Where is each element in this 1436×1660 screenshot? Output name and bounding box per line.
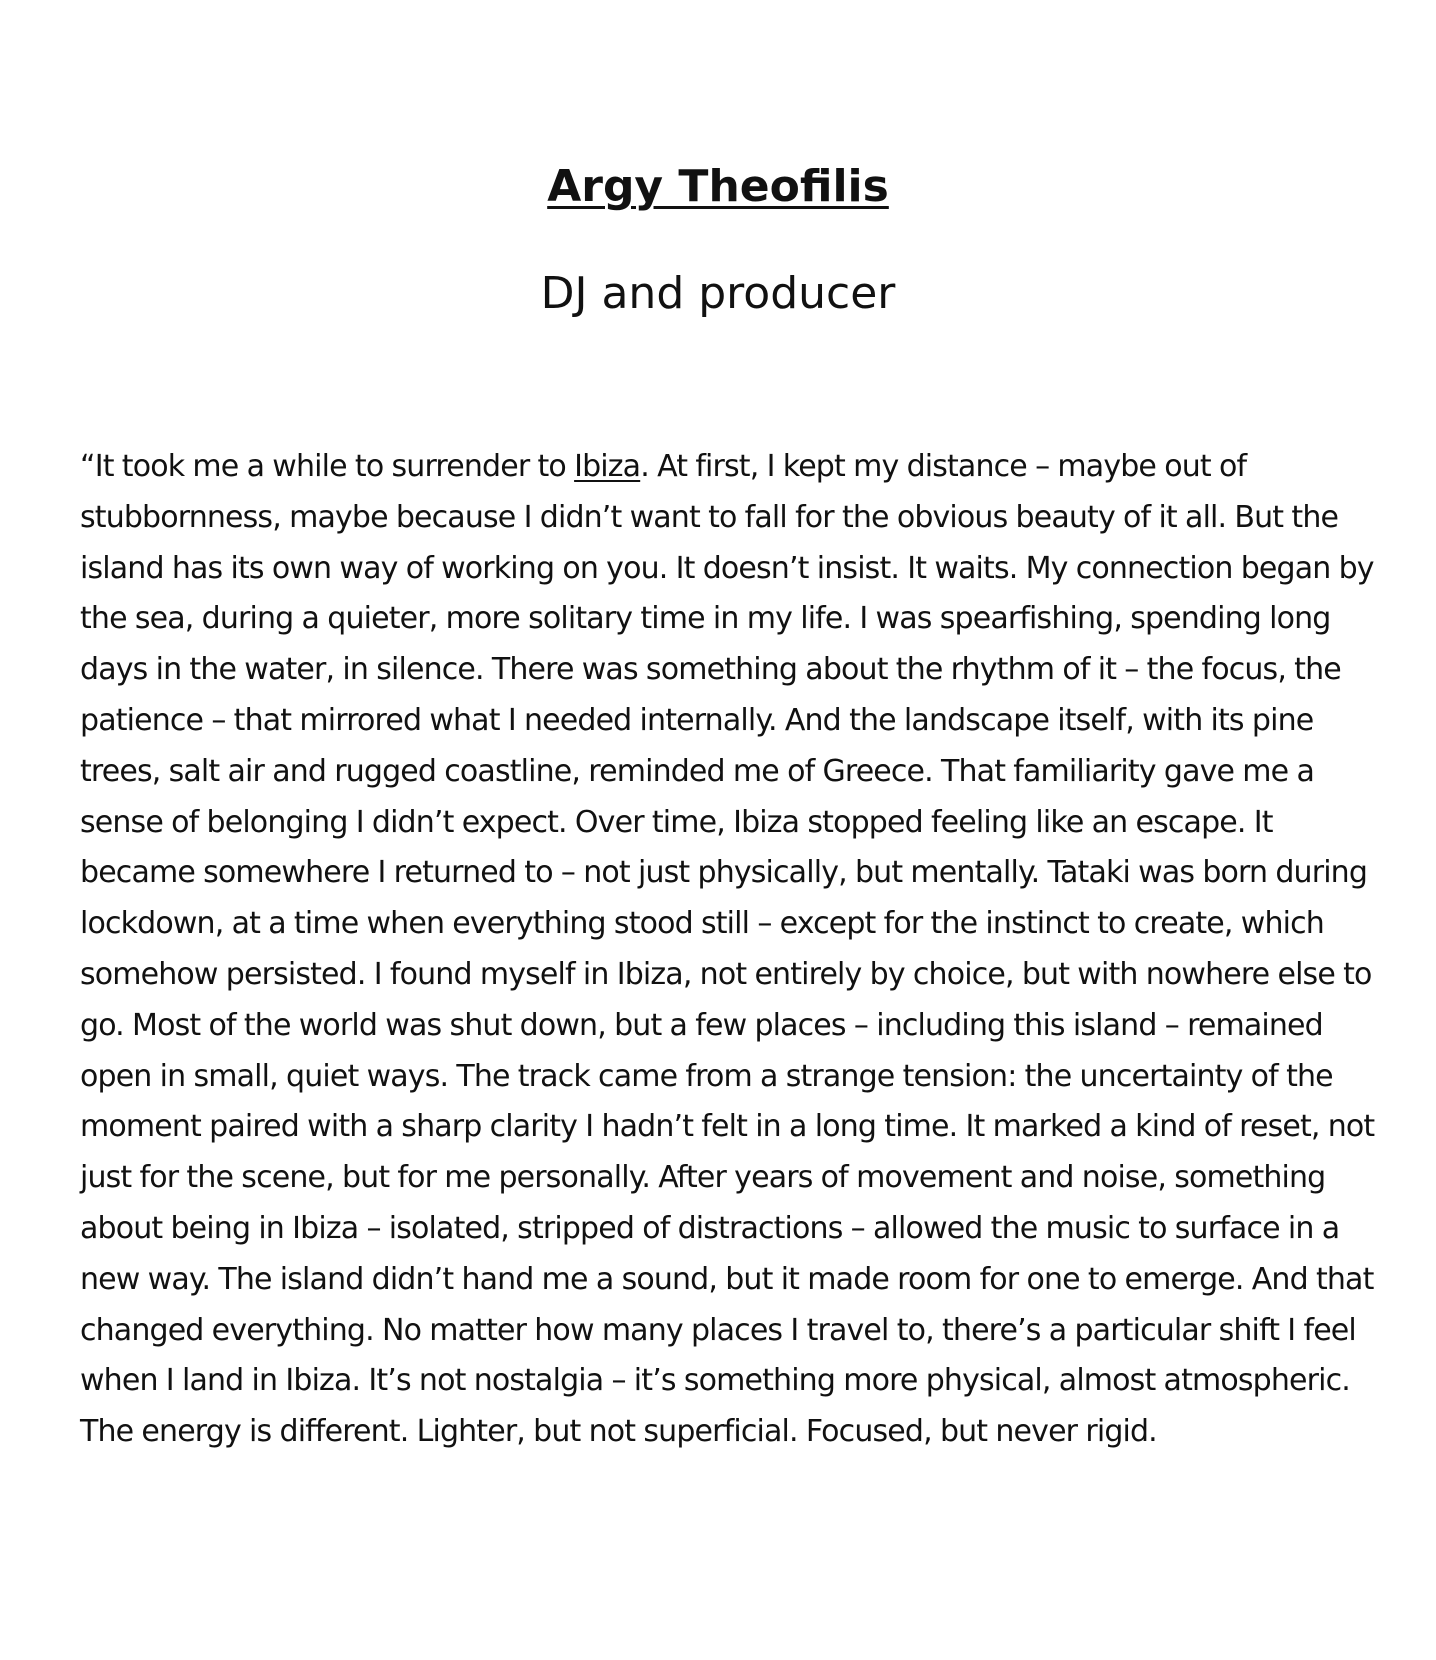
- quote-paragraph: [80, 442, 1380, 1458]
- quote-text-start: “It took me a while to surrender to: [80, 449, 575, 484]
- profile-name: Argy Theofilis: [547, 161, 889, 212]
- quote-text-rest: . At first, I kept my distance – maybe out of stubbornness, maybe because I didn’t want to fall for the obvious beauty of it all. But the island has its own way of working on you. It doesn’t insist. It waits. My connection began by the sea, during a quieter, more solitary time in my life. I was spearfishing, spending long days in the water, in silence. There was something about the rhythm of it – the focus, the patience – that mirrored what I needed internally. And the landscape itself, with its pine trees, salt air and rugged coastline, reminded me of Greece. That familiarity gave me a sense of belonging I didn’t expect. Over time, Ibiza stopped feeling like an escape. It became somewhere I returned to – not just physically, but mentally. Tataki was born during lockdown, at a time when everything stood still – except for the instinct to create, which somehow persisted. I found myself in Ibiza, not entirely by choice, but with nowhere else to go. Most of the world was shut down, but a few places – including this island – remained open in small, quiet ways. The track came from a strange tension: the uncertainty of the moment paired with a sharp clarity I hadn’t felt in a long time. It marked a kind of reset, not just for the scene, but for me personally. After years of movement and noise, something about being in Ibiza – isolated, stripped of distractions – allowed the music to surface in a new way. The island didn’t hand me a sound, but it made room for one to emerge. And that changed everything. No matter how many places I travel to, there’s a particular shift I feel when I land in Ibiza. It’s not nostalgia – it’s something more physical, almost atmospheric. The energy is different. Lighter, but not superficial. Focused, but never rigid.: [80, 449, 1375, 1450]
- ibiza-link[interactable]: Ibiza: [574, 449, 641, 484]
- profile-role: DJ and producer: [540, 268, 896, 319]
